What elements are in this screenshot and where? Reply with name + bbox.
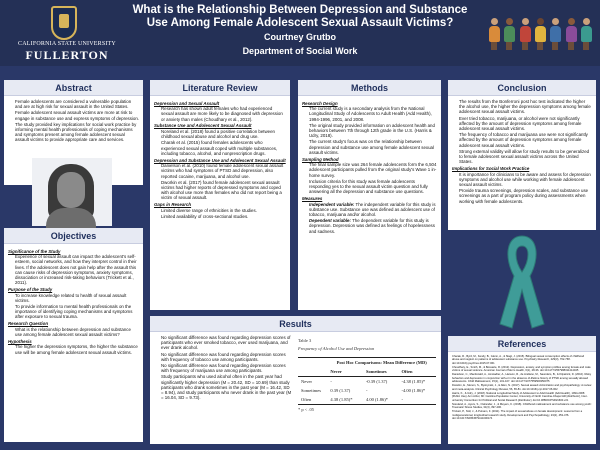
- abstract-bullet: • The study provided key implications for social work practice by informing mental health professionals of coping mechanisms and symptoms present among female adolescent sexual assault victims to provide appropriate care and services.: [15, 122, 139, 143]
- logo-line1: CALIFORNIA STATE UNIVERSITY: [18, 41, 116, 47]
- abstract-heading: Abstract: [4, 80, 143, 96]
- person-icon: [534, 18, 546, 50]
- university-logo: [8, 6, 126, 62]
- literature-subheading: Depression and Sexual Assault: [154, 100, 220, 106]
- results-table: [298, 338, 436, 438]
- table-header-cell: [298, 358, 327, 368]
- literature-bullet: • Limited diverse range of ethnicities in the studies.: [161, 208, 286, 213]
- person-icon: [580, 18, 592, 50]
- literature-subheading: Gaps in Research: [154, 202, 192, 208]
- conclusion-body: [452, 99, 592, 227]
- methods-subheading: Sampling Method: [302, 156, 339, 162]
- table-row-label: Sometimes: [301, 388, 321, 393]
- literature-bullet: • Limited availability of cross-sectional studies.: [161, 214, 286, 219]
- methods-subheading: Research Design: [302, 100, 338, 106]
- results-bullet: • No significant difference was found regarding depression scores with frequency of tobacco use among participants.: [161, 352, 293, 362]
- literature-review-heading: Literature Review: [150, 80, 290, 96]
- objectives-bullet: • The higher the depression symptoms, the higher the substance use will be among female adolescent sexual assault victims.: [15, 344, 139, 354]
- department: Department of Social Work: [242, 46, 358, 56]
- objectives-subheading: Hypothesis: [8, 338, 32, 344]
- methods-heading: Methods: [298, 80, 441, 96]
- literature-bullet: • Charak et al. (2015) found females adolescents who experienced sexual assault coped with multiple substances, including tobacco, alcohol, and nonprescription drugs.: [161, 140, 286, 156]
- table-cell: -0.39 (1.37): [365, 379, 388, 384]
- table-cell: 4.38 (1.85)*: [330, 397, 353, 402]
- people-illustration: [488, 14, 592, 50]
- objectives-subheading: Purpose of the Study: [8, 286, 53, 292]
- objectives-heading: Objectives: [4, 228, 143, 244]
- objectives-bullet: • To increase knowledge related to health of sexual assault victims.: [15, 293, 139, 303]
- methods-bullet: • The current study is a secondary analysis from the National Longitudinal Study of Adolescents to Adult Health (Add Health), 1994-1996, 2001, and 2008.: [309, 106, 437, 122]
- objectives-subheading: Research Question: [8, 321, 49, 327]
- table-cell: 0.39 (1.37): [330, 388, 351, 393]
- conclusion-heading: Conclusion: [448, 80, 596, 96]
- literature-bullet: • Dworkin et al. (2017) found female adolescent sexual assault victims had higher reports of depressed symptoms and coped with alcohol use more than females who did not report being a victim of sexual assault.: [161, 180, 286, 201]
- methods-bullet: • The final sample size was 264 female adolescents form the 6,504 adolescent participants pulled from the original study's Wave 1 in-home survey.: [309, 162, 437, 178]
- person-icon: [519, 18, 531, 50]
- conclusion-panel: [448, 80, 596, 230]
- table-header-cell: Often: [401, 369, 413, 374]
- methods-bullet: • The current study's focus was on the relationship between depression and substance use among female adolescent sexual assault victims.: [309, 139, 437, 155]
- table-row: [298, 386, 436, 395]
- literature-subheading: Substance Use and Adolescent Sexual Assault: [154, 123, 252, 129]
- table-header-cell: [298, 367, 327, 377]
- table-cell: -4.00 (1.86)*: [401, 388, 426, 393]
- table-row-label: Often: [301, 397, 312, 402]
- literature-bullet: • Research has shown adult females who had experienced sexual assault are more likely to be diagnosed with depression or anxiety than males (Choudhary et al., 2012).: [161, 106, 286, 122]
- literature-bullet: • Danielson et al. (2010) found female adolescent sexual assault victims who had symptoms of PTSD and depression, also reported cocaine, marijuana, and alcohol use.: [161, 163, 286, 179]
- reference-item: Trickett, P., Noll, J., & Putnam, F. (2011). The impact of sexual abuse on female development: Lessons from a multigenerational, longitudinal research study. Development and Psychopathology, 23(2), 453-476. doi:10.1017/S0954579411000174: [452, 410, 583, 421]
- abstract-bullet: • Female adolescent sexual assault victims are more at risk to engage in substance use and express symptoms of depression.: [15, 110, 139, 120]
- table-caption: Frequency of Alcohol Use and Depression: [298, 346, 375, 351]
- references-panel: [448, 336, 596, 444]
- conclusion-bullet: • The results from the Bonferroni post hoc test indicated the higher the alcohol use, the higher the depression symptoms among female adolescent sexual assault victims.: [459, 99, 592, 115]
- literature-review-panel: [150, 80, 290, 310]
- methods-measure: [309, 218, 437, 234]
- literature-bullet: • Noreland et al. (2018) found a positive correlation between childhood sexual abuse and alcohol and drug use.: [161, 129, 286, 139]
- results-heading: Results: [150, 316, 441, 332]
- table-cell: -4.38 (1.85)*: [401, 379, 426, 384]
- shield-icon: [51, 6, 77, 40]
- objectives-subheading: Significance of the Study: [8, 248, 61, 254]
- table-header-cell: Never: [330, 369, 342, 374]
- references-body: [452, 355, 592, 441]
- methods-body: [302, 99, 437, 307]
- objectives-bullet: • Experience of sexual assault can impact the adolescent's self-esteem, social networks, and how they interpret control in their lives. If the adolescent does not gain help after the assault this can cause risks of depression symptoms, anxiety symptoms, dissociation or increased risk-taking behaviors (Trickett et al., 2011).: [15, 254, 139, 285]
- conclusion-bullet: • Provide trauma screenings, depression scales, and substance use screenings as a part of program policy during assessments when working with female adolescents.: [459, 188, 592, 204]
- conclusion-bullet: • The frequency of tobacco and marijuana use were not significantly affected by the amount of depression symptoms among female adolescent sexual assault victims.: [459, 132, 592, 148]
- poster-title: What is the Relationship Between Depression and Substance Use Among Female Adolescent Sexual Assault Victims?: [132, 4, 468, 29]
- conclusion-bullet: • Ever tried tobacco, marijuana, or alcohol were not significantly affected by the amount of depression symptoms among female adolescent sexual assault victims.: [459, 116, 592, 132]
- reference-item: Choudhary, E., Smith, M., & Bossarte, R. (2012). Depression, anxiety, and symptom profiles among female and male victims of sexual violence. American Journal of Men's Health, 6(1), 28-36. doi:10.1177/1557988311414045: [452, 365, 591, 373]
- methods-bullet: • The original study provided information on adolescent health and behaviors between 7th through 12th grade in the U.S. (Harris & Udry, 2018).: [309, 123, 437, 139]
- reference-item: Noreland, A., Ayers, S., Ostrander, J., & Meyers, K. (2018). Childhood maltreatment and substance use among youth: Traumatic Stress Studies, 31(3), 397-406.: [452, 402, 592, 410]
- table-group-header: Post Hoc Comparisons: Mean Difference (MD): [336, 360, 427, 365]
- literature-review-body: [154, 99, 286, 307]
- reference-item: Harris, K., & Udry, J. (2018). National Longitudinal Study of Adolescent to Adult Health (Add Health), 1994-2008 [Public Use]. Ann Arbor, MI: Carolina Population Center, University of North Carolina-Chapel Hill [distributor], Inter-university Consortium for Political and Social Research [distributor]. doi:10.3886/ICPSR21600.v21: [452, 391, 588, 402]
- person-icon: [549, 18, 561, 50]
- conclusion-subheading: Implications for Social Work Practice: [452, 165, 530, 171]
- poster-header: [0, 0, 600, 66]
- measure-text: The independent variable for this study is substance use. Substance use was defined as adolescent use of tobacco, marijuana and/or alcohol.: [309, 201, 436, 218]
- literature-subheading: Depression and Substance Use and Adolescent Sexual Assault: [154, 157, 286, 163]
- table-cell: -: [330, 379, 332, 384]
- table-label: Table 3: [298, 338, 312, 343]
- methods-bullet: • Inclusion criteria for this study was female adolescents responding yes to the sexual assault victim question and fully answering all the depression and substance use questions.: [309, 179, 437, 195]
- methods-panel: [298, 80, 441, 310]
- person-icon: [488, 18, 500, 50]
- results-body: [154, 335, 293, 441]
- table-cell: -: [365, 388, 368, 393]
- author-name: Courtney Grutbo: [264, 32, 336, 42]
- table-row-label: Never: [301, 379, 312, 384]
- abstract-body: [8, 99, 139, 161]
- results-panel: [150, 316, 441, 444]
- woman-illustration: [32, 158, 112, 226]
- conclusion-bullet: • Strong external validity will allow for study results to be generalized to female adolescent sexual assault victims across the United States.: [459, 149, 592, 165]
- table-row: [298, 377, 436, 387]
- conclusion-bullet: • It is importance for clinicians to be aware and assess for depression symptoms and alcohol use while working with female adolescent sexual assault victims.: [459, 172, 592, 188]
- measure-label: Independent variable:: [309, 201, 355, 207]
- logo-line2: FULLERTON: [25, 48, 109, 62]
- objectives-body: [8, 247, 139, 439]
- table-note: * p < .05: [298, 407, 315, 412]
- objectives-bullet: • To provide information to mental health professionals on the importance of identifying coping mechanisms and symptoms after exposure to sexual trauma.: [15, 304, 139, 320]
- measure-text: The dependent variable for this study is depression. Depression was defined as feelings of hopelessness and sadness.: [309, 218, 435, 234]
- person-icon: [565, 18, 577, 50]
- references-heading: References: [448, 336, 596, 352]
- person-icon: [503, 18, 515, 50]
- table-cell: -: [401, 397, 403, 402]
- methods-subheading: Measures: [302, 195, 323, 201]
- table-row: [298, 395, 436, 405]
- measure-label: Dependent variable:: [309, 218, 351, 224]
- awareness-ribbon-icon: [496, 232, 548, 332]
- results-bullet: • No significant difference was found regarding depression scores of participants who ever smoked tobacco, ever used marijuana, and ever drank alcohol.: [161, 335, 293, 351]
- objectives-panel: [4, 228, 143, 442]
- reference-item: Charak, R., Byrd, M., Kendy, B., Glenn, A., & Slagt, J. (2015). Bilingual sexual consumption effects of childhood abuse and neglect on patterns of adolescent substance use. Psychiatry Research, 229(3), 762-768. doi:10.1016/j.psychres.2015.07.061: [452, 355, 585, 365]
- table-header-cell: Sometimes: [365, 369, 387, 374]
- table-cell: 4.00 (1.86)*: [365, 397, 389, 402]
- methods-measure: [309, 202, 437, 218]
- objectives-bullet: • What is the relationship between depression and substance use among female adolescent sexual assault victims?: [15, 327, 139, 337]
- post-hoc-table: [298, 357, 436, 405]
- reference-item: Dworkin, E., Menon, S., Bystrynski, J., & Allen, N. (2017). Sexual assault victimization and psychopathology: A review and meta-analysis. Clinical Psychology Review, 56, 65-81. doi:10.1016/j.cpr.2017.06.002: [452, 384, 592, 391]
- abstract-bullet: • Female adolescents are considered a vulnerable population and are at high risk for sexual assault in the United States.: [15, 99, 139, 109]
- results-bullet: • No significant difference was found regarding depression scores with frequency of marijuana use among participants.: [161, 363, 293, 373]
- results-bullet: • Study participants who used alcohol often in the past year had significantly higher depression (M = 20.42, SD = 10.69) than study participants who drank sometimes in the past year (M = 16.42, SD = 8.94), and study participants who never drank in the past year (M = 16.04, SD = 9.73).: [161, 374, 293, 400]
- reference-item: Danielson, C., Macdonald, A., Amstadter, A., Hanson, R., de Arellano, M., Saunders, B., & Kilpatrick, D. (2010). Risky behaviors and depression in conjunction with-or in the absence of-lifetime history of PTSD among sexually abused adolescents. Child Maltreatment, 15(1), 101-107. doi:10.1177/1077559509350075: [452, 373, 592, 384]
